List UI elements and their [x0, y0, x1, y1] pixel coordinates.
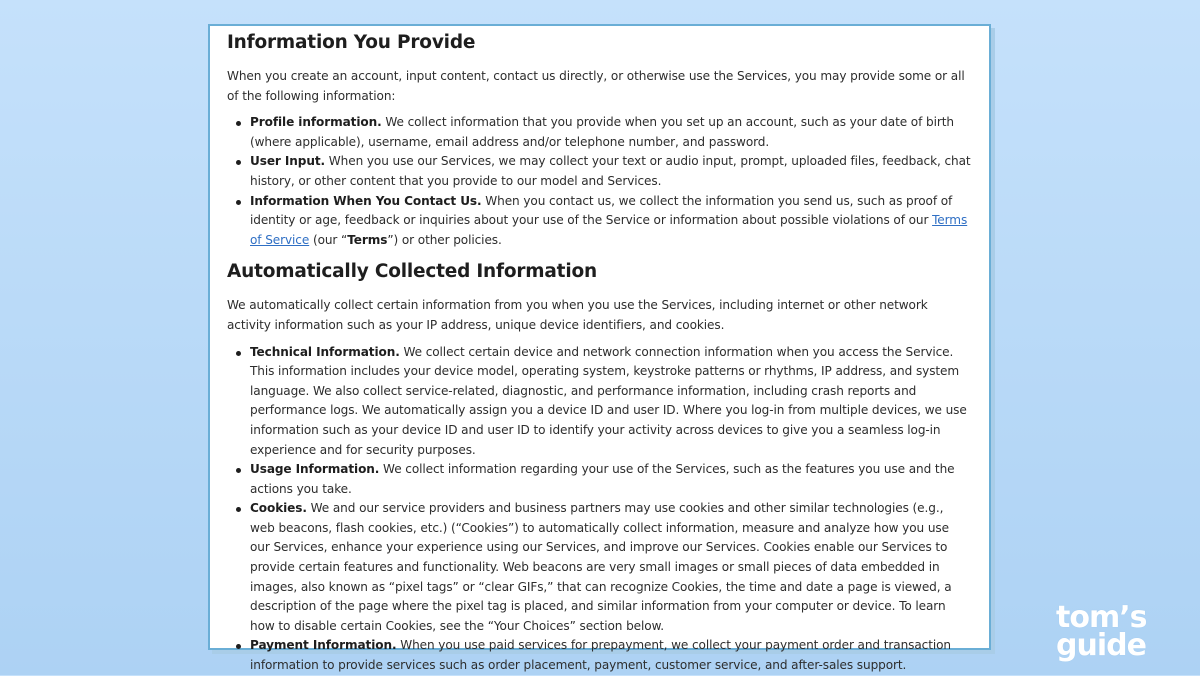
list-item	[250, 460, 971, 499]
item-title: User Input.	[250, 154, 326, 169]
section-intro: When you create an account, input content, contact us directly, or otherwise use the Services, you may provide some or all of the following information:	[227, 69, 965, 103]
item-text: (our “	[309, 232, 348, 247]
section-heading-automatically-collected: Automatically Collected Information	[227, 261, 597, 283]
list-item	[250, 192, 971, 251]
logo-line-1: tom’s	[1056, 600, 1147, 635]
item-text: ”) or other policies.	[387, 232, 502, 247]
item-title: Usage Information.	[250, 462, 380, 477]
logo-line-2: guide	[1056, 628, 1146, 663]
list-item	[250, 343, 971, 461]
item-title: Information When You Contact Us.	[250, 193, 482, 208]
item-title: Profile information.	[250, 115, 382, 130]
item-text: We collect information that you provide when you set up an account, such as your date of birth (where applicable), username, email address and/or telephone number, and password.	[250, 115, 954, 149]
list-item	[250, 499, 971, 636]
section-heading-information-you-provide: Information You Provide	[227, 32, 476, 53]
terms-of-service-link[interactable]: Terms of Service	[250, 213, 968, 247]
section-intro: We automatically collect certain information from you when you use the Services, including internet or other network activity information such as your IP address, unique device identifiers, and cookies.	[227, 298, 928, 332]
toms-guide-watermark-logo	[1056, 600, 1147, 663]
list-item	[250, 152, 971, 191]
item-text: When you use our Services, we may collect your text or audio input, prompt, uploaded files, feedback, chat history, or other content that you provide to our model and Services.	[250, 154, 971, 188]
bullet-list	[227, 113, 971, 250]
list-item	[250, 636, 971, 675]
item-text: We and our service providers and business partners may use cookies and other similar technologies (e.g., web beacons, flash cookies, etc.) (“Cookies”) to automatically collect information, measure and analyze how you use our Services, enhance your experience using our Services, and improve our Services. Cookies enable our Services to provide certain features and functionality. Web beacons are very small images or small pieces of data embedded in images, also known as “pixel tags” or “clear GIFs,” that can recognize Cookies, the time and date a page is viewed, a description of the page where the pixel tag is placed, and similar information from your computer or device. To learn how to disable certain Cookies, see the “Your Choices” section below.	[250, 501, 952, 633]
terms-defined-term: Terms	[347, 232, 388, 247]
item-title: Technical Information.	[250, 344, 400, 359]
privacy-policy-panel	[208, 24, 991, 673]
item-text: When you use paid services for prepayment, we collect your payment order and transaction information to provide services such as order placement, payment, customer service, and after-sales support.	[250, 638, 951, 673]
item-text: We collect certain device and network connection information when you access the Service. This information includes your device model, operating system, keystroke patterns or rhythms, IP address, and system language. We also collect service-related, diagnostic, and performance information, including crash reports and performance logs. We automatically assign you a device ID and user ID. Where you log-in from multiple devices, we use information such as your device ID and user ID to identify your activity across devices to give you a seamless log-in experience and for security purposes.	[250, 344, 967, 457]
item-title: Cookies.	[250, 501, 307, 516]
item-title: Payment Information.	[250, 638, 397, 653]
list-item	[250, 113, 971, 152]
item-text: When you contact us, we collect the information you send us, such as proof of identity or age, feedback or inquiries about your use of the Service or information about possible violations of our	[250, 193, 953, 228]
bullet-list	[227, 343, 971, 676]
item-text: We collect information regarding your use of the Services, such as the features you use and the actions you take.	[250, 462, 955, 496]
